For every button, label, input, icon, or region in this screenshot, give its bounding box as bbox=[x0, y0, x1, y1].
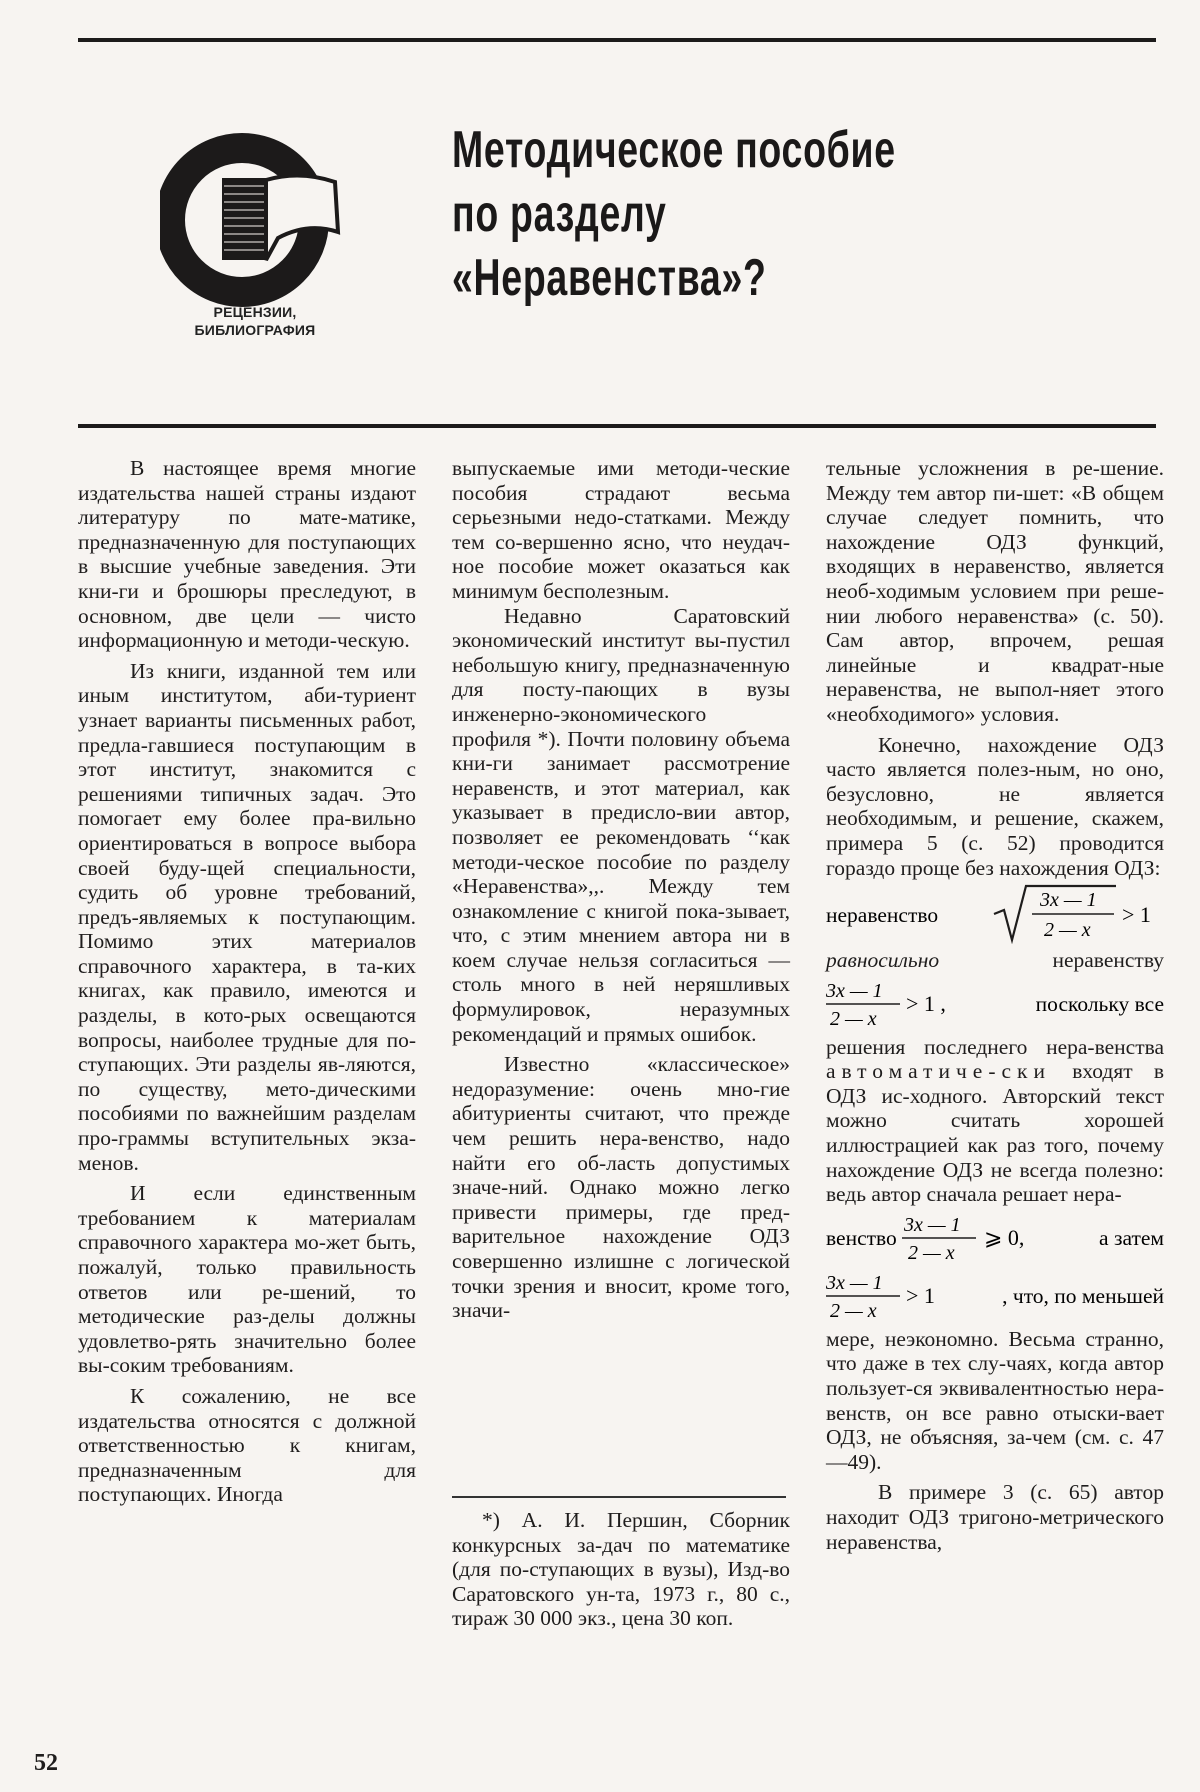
formula-relation: > 1 bbox=[1122, 902, 1151, 928]
formula-relation: > 1 , bbox=[906, 990, 946, 1016]
text-column-3 bbox=[826, 456, 1164, 1554]
formula-relation: ⩾ 0, bbox=[984, 1224, 1025, 1250]
formula-denominator: 2 — x bbox=[1044, 919, 1091, 942]
text-column-2 bbox=[452, 456, 790, 1323]
formula-greater-one bbox=[826, 1269, 1164, 1323]
text-column-1 bbox=[78, 456, 416, 1507]
paragraph: Известно «классическое» недоразумение: очень мно-гие абитуриенты считают, что прежде чем решить нера-венство, надо найти его об-ласть допустимых значе-ний. Однако можно легко привести примеры, где пред-варительное нахождение ОДЗ совершенно излишне с логической точки зрения и вносит, кроме того, значи- bbox=[452, 1052, 790, 1323]
spaced-word: автоматиче-ски bbox=[826, 1059, 1051, 1084]
formula-fraction-inequality bbox=[826, 977, 1164, 1031]
title-line-2: по разделу bbox=[452, 185, 667, 243]
formula-denominator: 2 — x bbox=[908, 1241, 955, 1264]
formula-numerator: 3x — 1 bbox=[904, 1213, 961, 1236]
paragraph: Из книги, изданной тем или иным институтом, аби-туриент узнает варианты письменных работ, предла-гавшиеся поступающим в этот институт, знакомится с решениями типичных задач. Это помогает ему более пра-вильно ориентироваться в вопросе выбора своей буду-щей специальности, судить об уровне требований, предъ-являемых к поступающим. Помимо этих материалов справочного характера, в та-ких книгах, как правило, имеются и разделы, в кото-рых освещаются вопросы, наиболее трудные для по-ступающих. Эти разделы яв-ляются, по существу, мето-дическими пособиями по важнейшим разделам про-граммы вступительных экза-менов. bbox=[78, 658, 416, 1175]
paragraph: тельные усложнения в ре-шение. Между тем автор пи-шет: «В общем случае следует помнить, что нахождение ОДЗ функций, входящих в неравенство, является необ-ходимым условием при реше-нии любого неравенства» (с. 50). Сам автор, впрочем, решая линейные и квадрат-ные неравенства, не выпол-няет этого «необходимого» условия. bbox=[826, 456, 1164, 726]
title-line-3: «Неравенства»? bbox=[452, 249, 767, 307]
formula-numerator: 3x — 1 bbox=[826, 979, 883, 1002]
equivalent-word: равносильно bbox=[826, 948, 940, 973]
text-fragment: решения последнего нера-венства bbox=[826, 1034, 1164, 1059]
paragraph: выпускаемые ими методи-ческие пособия страдают весьма серьезными недо-статками. Между тем со-вершенно ясно, что неудач-ное пособие может оказаться как минимум бесполезным. bbox=[452, 456, 790, 603]
equivalent-rest: неравенству bbox=[1052, 948, 1164, 973]
paragraph bbox=[826, 1035, 1164, 1207]
formula-word: венство bbox=[826, 1225, 897, 1250]
paragraph: Конечно, нахождение ОДЗ часто является полез-ным, но оно, безусловно, не является необходимым, и решение, скажем, примера 5 (с. 52) проводится гораздо проще без нахождения ОДЗ: bbox=[826, 732, 1164, 880]
footnote-rule bbox=[452, 1496, 786, 1498]
formula-sqrt-inequality bbox=[826, 884, 1164, 944]
paragraph: И если единственным требованием к материалам справочного характера мо-жет быть, пожалуй, только правильность ответов или ре-шений, то методические раз-делы должны удовлетво-рять значительно более вы-соким требованиям. bbox=[78, 1181, 416, 1378]
paragraph: Недавно Саратовский экономический институт вы-пустил небольшую книгу, предназначенную для посту-пающих в вузы инженерно-экономического профиля *). Почти половину объема кни-ги занимает рассмотрение неравенств, и этот материал, как указывает в предисло-вии автор, позволяет ее рекомендовать ‘‘как методи-ческое пособие по разделу «Неравенства»,,. Между тем ознакомление с книгой пока-зывает, что, с этим мнением автора ни в коем случае нельзя согласиться — столь много в ней неряшливых формулировок, неразумных рекомендаций и прямых ошибок. bbox=[452, 603, 790, 1046]
formula-after: а затем bbox=[1099, 1225, 1164, 1250]
paragraph: К сожалению, не все издательства относятся с должной ответственностью к книгам, предназначенным для поступающих. Иногда bbox=[78, 1383, 416, 1507]
formula-relation: > 1 bbox=[906, 1282, 935, 1308]
equivalence-line bbox=[826, 948, 1164, 973]
section-rubric bbox=[160, 303, 350, 339]
formula-numerator: 3x — 1 bbox=[1040, 889, 1097, 912]
paragraph: мере, неэкономно. Весьма странно, что даже в тех слу-чаях, когда автор пользует-ся эквивалентностью нера-венств, он все равно отыски-вает ОДЗ, не объясняя, за-чем (см. с. 47—49). bbox=[826, 1326, 1164, 1474]
article-title bbox=[452, 118, 896, 310]
formula-denominator: 2 — x bbox=[830, 1299, 877, 1322]
formula-denominator: 2 — x bbox=[830, 1007, 877, 1030]
rubric-line-1: РЕЦЕНЗИИ, bbox=[213, 304, 297, 320]
rubric-line-2: БИБЛИОГРАФИЯ bbox=[194, 322, 316, 338]
review-logo-icon bbox=[160, 120, 350, 310]
formula-nonnegative bbox=[826, 1211, 1164, 1265]
paragraph: В настоящее время многие издательства нашей страны издают литературу по мате-матике, предназначенную для поступающих в высшие учебные заведения. Эти кни-ги и брошюры преследуют, в основном, две цели — чисто информационную и методи-ческую. bbox=[78, 456, 416, 653]
paragraph: В примере 3 (с. 65) автор находит ОДЗ тригоно-метрического неравенства, bbox=[826, 1480, 1164, 1554]
formula-after: поскольку все bbox=[1035, 991, 1164, 1016]
formula-word: неравенство bbox=[826, 903, 939, 928]
title-line-1: Методическое пособие bbox=[452, 121, 896, 179]
section-rule bbox=[78, 424, 1156, 428]
footnote-text: *) А. И. Першин, Сборник конкурсных за-дач по математике (для по-ступающих в вузы), Изд-во Саратовского ун-та, 1973 г., 80 с., тираж 30 000 экз., цена 30 коп. bbox=[452, 1508, 790, 1631]
formula-after: , что, по меньшей bbox=[1002, 1283, 1164, 1308]
page-number: 52 bbox=[34, 1750, 58, 1776]
text-fragment: входят в ОДЗ ис-ходного. Авторский текст можно считать хорошей иллюстрацией как раз того, почему нахождение ОДЗ не всегда полезно: ведь автор сначала решает нера- bbox=[826, 1059, 1164, 1207]
formula-numerator: 3x — 1 bbox=[826, 1271, 883, 1294]
footnote bbox=[452, 1508, 790, 1631]
top-rule bbox=[78, 38, 1156, 42]
